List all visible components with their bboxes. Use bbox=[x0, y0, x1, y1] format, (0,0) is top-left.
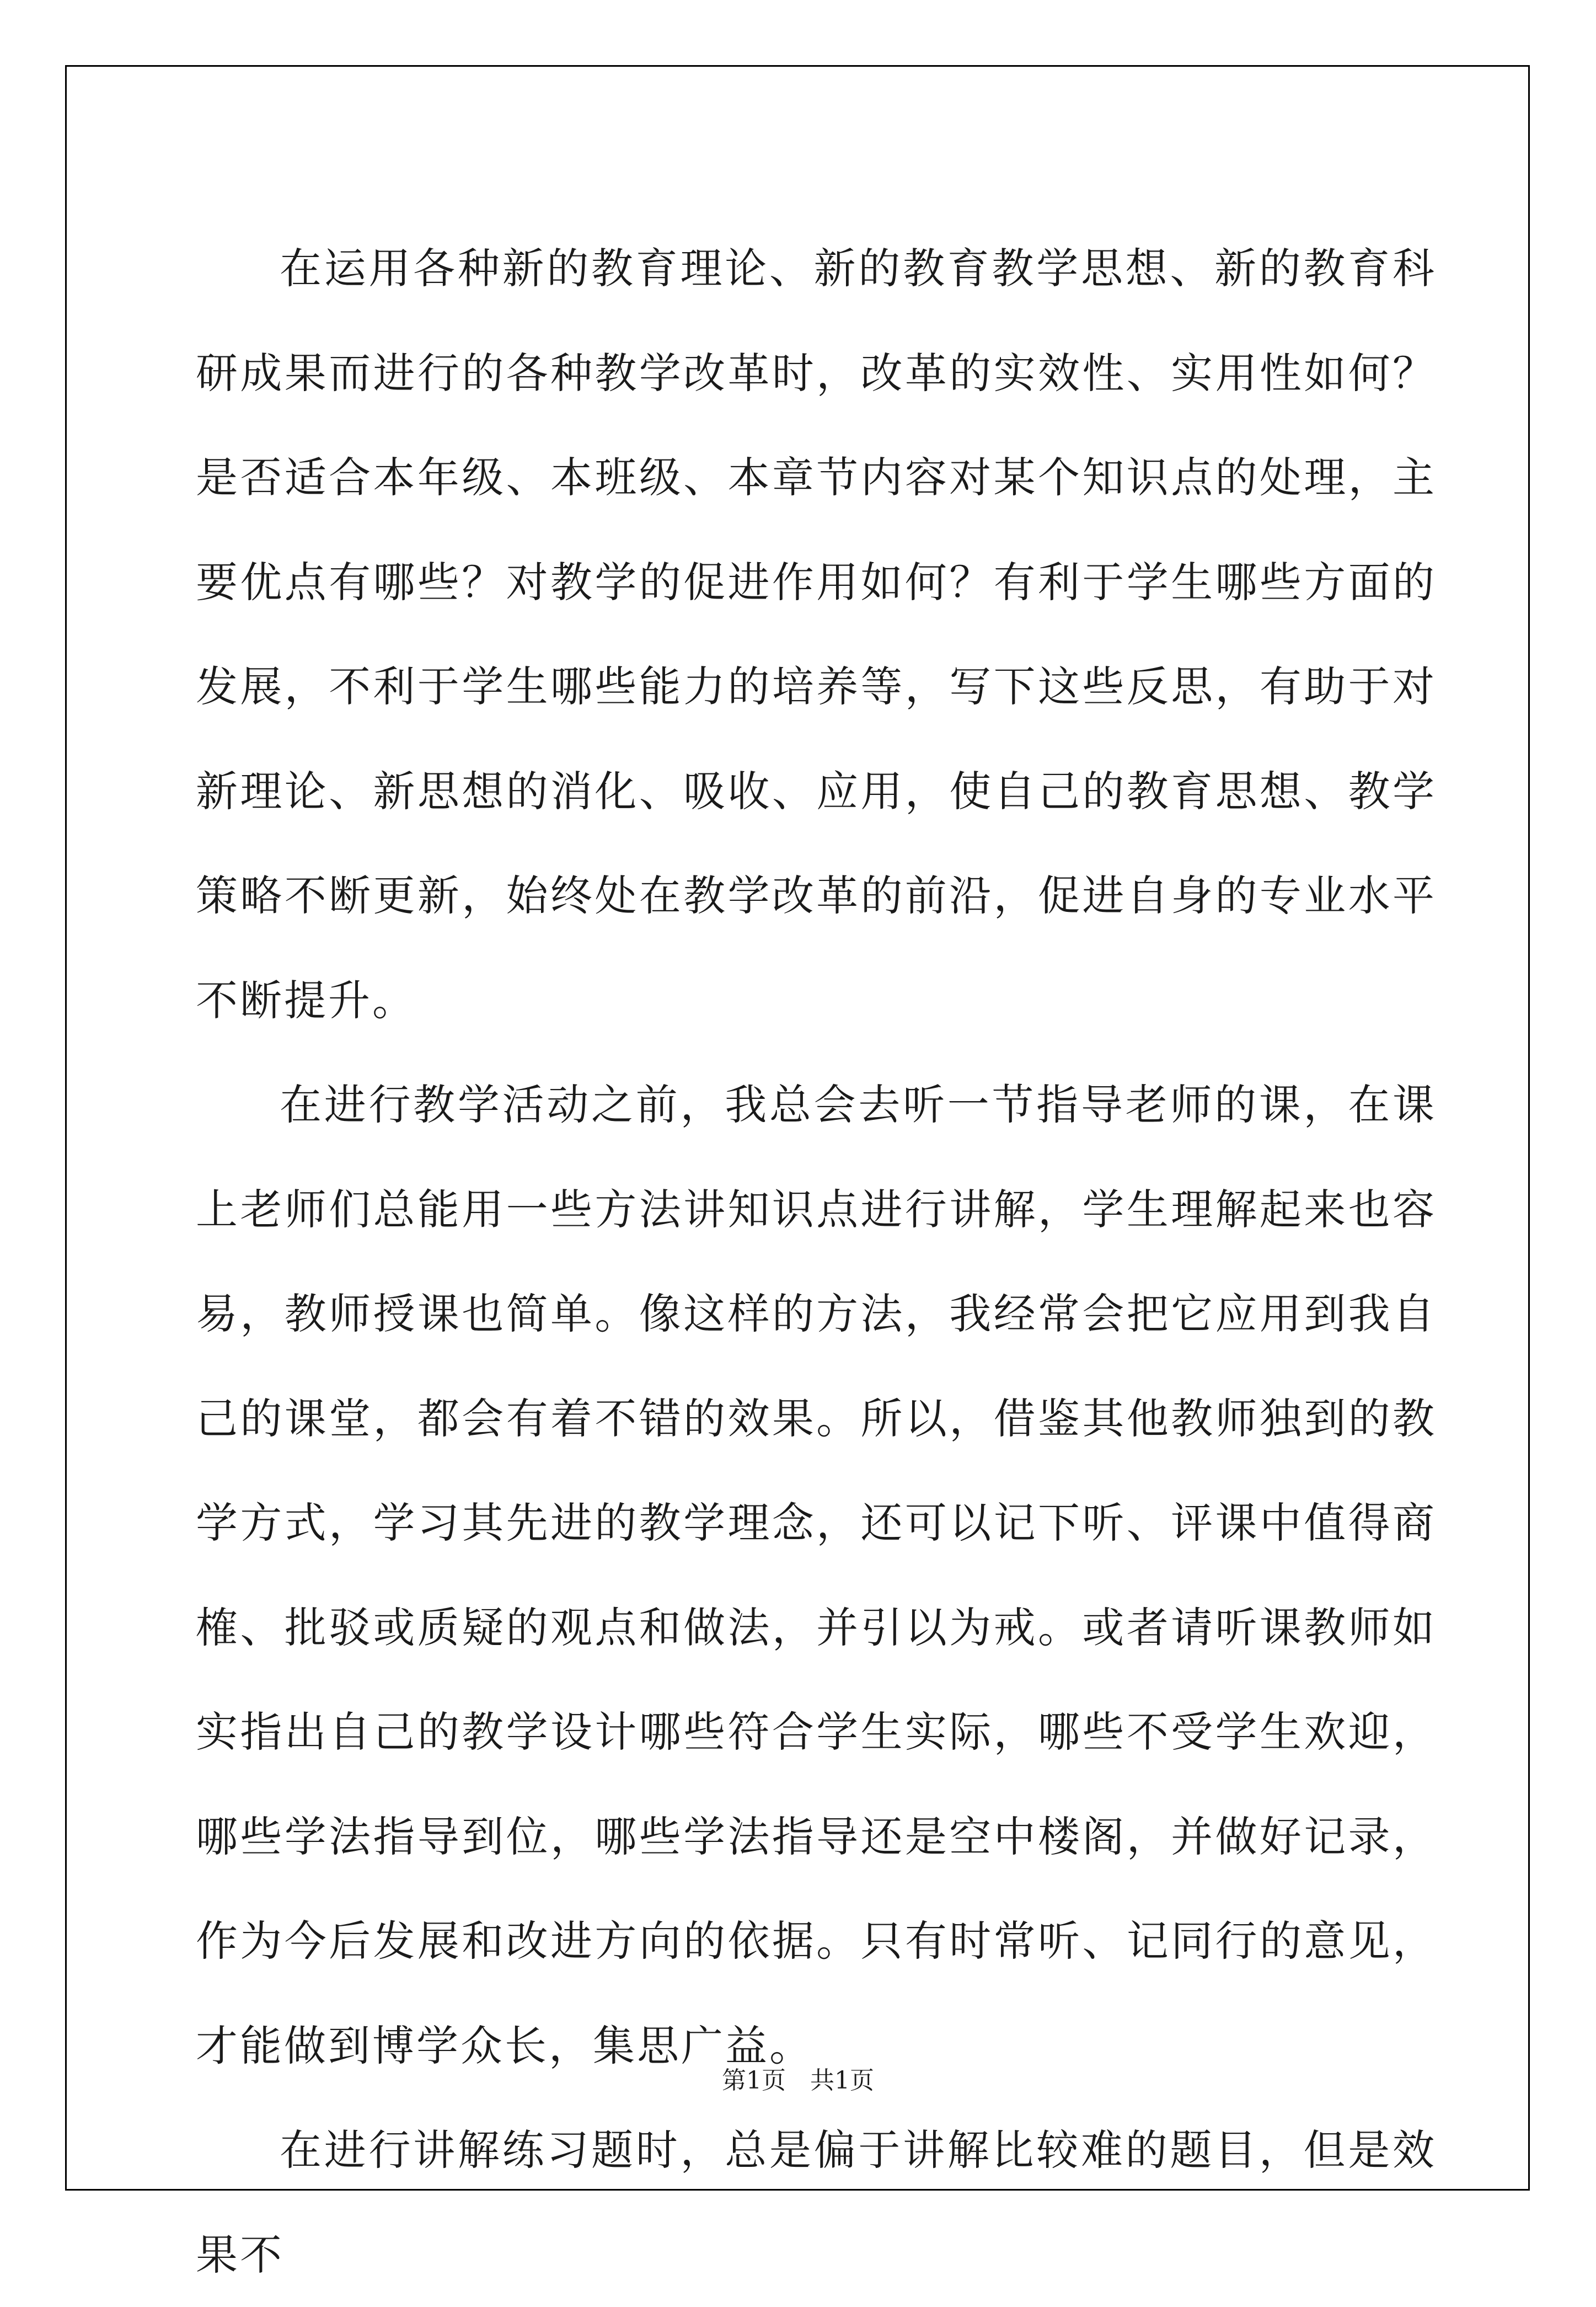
paragraph: 在运用各种新的教育理论、新的教育教学思想、新的教育科研成果而进行的各种教学改革时，改革的实效性、实用性如何？是否适合本年级、本班级、本章节内容对某个知识点的处理，主要优点有哪些？对教学的促进作用如何？有利于学生哪些方面的发展，不利于学生哪些能力的培养等，写下这些反思，有助于对新理论、新思想的消化、吸收、应用，使自己的教育思想、教学策略不断更新，始终处在教学改革的前沿，促进自身的专业水平不断提升。 bbox=[196, 244, 1437, 1025]
page-number: 第1页 共1页 bbox=[722, 2066, 874, 2095]
paragraph: 在进行教学活动之前，我总会去听一节指导老师的课，在课上老师们总能用一些方法讲知识点进行讲解，学生理解起来也容易，教师授课也简单。像这样的方法，我经常会把它应用到我自己的课堂，都会有着不错的效果。所以，借鉴其他教师独到的教学方式，学习其先进的教学理念，还可以记下听、评课中值得商榷、批驳或质疑的观点和做法，并引以为戒。或者请听课教师如实指出自己的教学设计哪些符合学生实际，哪些不受学生欢迎，哪些学法指导到位，哪些学法指导还是空中楼阁，并做好记录，作为今后发展和改进方向的依据。只有时常听、记同行的意见，才能做到博学众长，集思广益。 bbox=[196, 1080, 1437, 2070]
document-body bbox=[196, 216, 1437, 2307]
paragraph: 在进行讲解练习题时，总是偏于讲解比较难的题目，但是效果不 bbox=[196, 2126, 1437, 2279]
